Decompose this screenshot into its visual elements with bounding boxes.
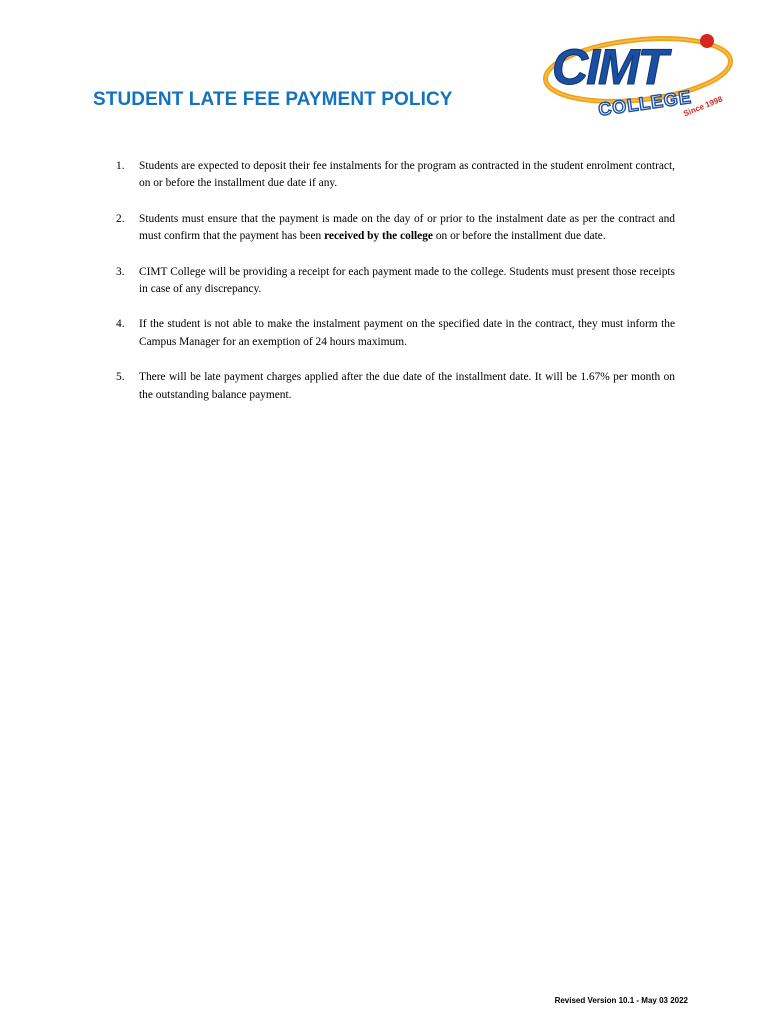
policy-item-text: There will be late payment charges applied after the due date of the installment date. It will be 1.67% per month on the outstanding balance payment. <box>139 371 675 401</box>
logo-brand-text: CIMT <box>552 39 667 95</box>
policy-item <box>116 158 675 193</box>
policy-item-text: Students are expected to deposit their fee instalments for the program as contracted in the student enrolment contract, on or before the installment due date if any. <box>139 160 675 190</box>
logo-red-dot <box>700 34 714 48</box>
policy-item-number: 4. <box>116 318 125 331</box>
policy-item-number: 2. <box>116 212 125 225</box>
revision-footer: Revised Version 10.1 - May 03 2022 <box>554 996 688 1005</box>
policy-list <box>116 158 675 422</box>
policy-item <box>116 316 675 351</box>
policy-item-number: 3. <box>116 265 125 278</box>
policy-item-number: 5. <box>116 371 125 384</box>
policy-item-text <box>139 213 675 242</box>
policy-item-text-end: on or before the installment due date. <box>432 230 606 243</box>
cimt-college-logo <box>540 24 736 126</box>
policy-item <box>116 369 675 404</box>
page-title: STUDENT LATE FEE PAYMENT POLICY <box>93 89 453 110</box>
policy-item <box>116 211 675 246</box>
policy-item-number: 1. <box>116 160 125 172</box>
policy-item-text: If the student is not able to make the instalment payment on the specified date in the contract, they must inform the Campus Manager for an exemption of 24 hours maximum. <box>139 318 675 348</box>
policy-item-text: CIMT College will be providing a receipt for each payment made to the college. Students must present those receipts in case of any discrepancy. <box>139 265 675 296</box>
policy-item <box>116 264 675 299</box>
policy-item-text-start: Students must ensure that the payment is made on the day of or prior to the instalment date as per the contract and must confirm that the payment has been <box>139 212 675 243</box>
logo-college-text: COLLEGE <box>597 86 693 120</box>
logo-tagline: Since 1998 <box>682 94 724 119</box>
policy-item-text-bold: received by the college <box>324 230 433 243</box>
